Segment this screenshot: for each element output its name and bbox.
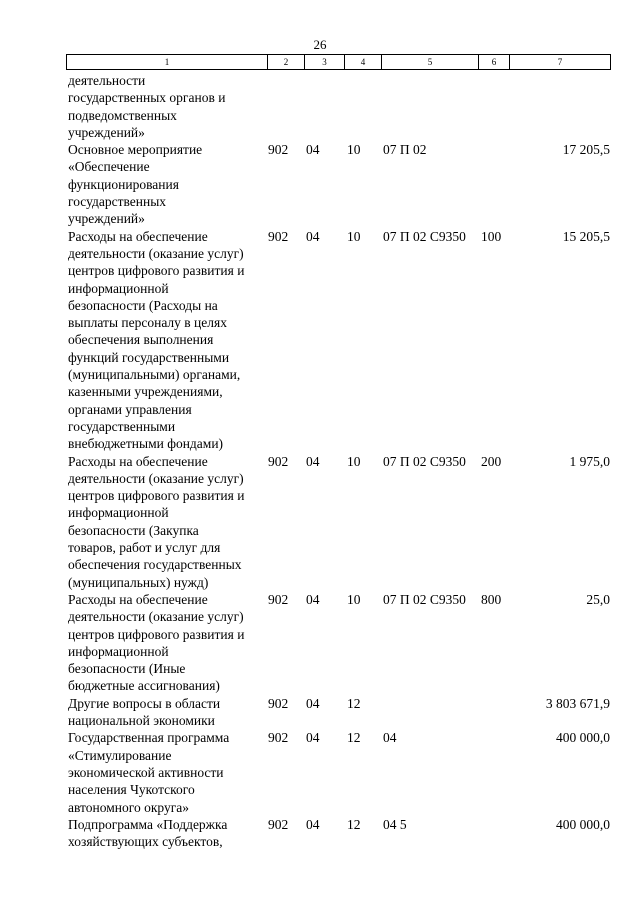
table-row	[0, 729, 640, 816]
row-name-line: Расходы на обеспечение	[68, 228, 208, 244]
column-header-4: 4	[345, 55, 382, 70]
cell-c7: 3 803 671,9	[545, 695, 610, 711]
column-header-1: 1	[67, 55, 268, 70]
table-body	[0, 72, 640, 850]
row-name-line: (муниципальными) органами,	[68, 367, 241, 383]
table-row	[0, 453, 640, 591]
cell-c5: 07 П 02	[383, 142, 427, 158]
row-name-line: Государственная программа	[68, 730, 230, 746]
cell-c2: 902	[268, 816, 289, 832]
cell-c7: 17 205,5	[562, 142, 610, 158]
row-name-line: экономической активности	[68, 764, 224, 780]
cell-c7: 15 205,5	[562, 228, 610, 244]
table-row	[0, 72, 640, 141]
row-name-line: обеспечения выполнения	[68, 332, 214, 348]
row-name-line: Основное мероприятие	[68, 142, 203, 158]
cell-c2: 902	[268, 730, 289, 746]
row-name-line: Расходы на обеспечение	[68, 591, 208, 607]
cell-c3: 04	[306, 228, 320, 244]
row-name-line: информационной	[68, 643, 169, 659]
cell-c5: 07 П 02 С9350	[383, 591, 466, 607]
row-name-line: подведомственных	[68, 107, 177, 123]
row-name-line: функционирования	[68, 176, 179, 192]
cell-c5: 04 5	[383, 816, 407, 832]
row-name	[68, 72, 268, 141]
cell-c4: 12	[347, 816, 361, 832]
cell-c5: 07 П 02 С9350	[383, 228, 466, 244]
row-name-line: центров цифрового развития и	[68, 626, 245, 642]
row-name	[68, 695, 268, 730]
row-name-line: безопасности (Закупка	[68, 522, 199, 538]
table-row	[0, 695, 640, 730]
row-name-line: Подпрограмма «Поддержка	[68, 816, 228, 832]
row-name-line: (муниципальных) нужд)	[68, 574, 209, 590]
row-name-line: населения Чукотского	[68, 782, 195, 798]
cell-c7: 400 000,0	[556, 730, 610, 746]
row-name-line: центров цифрового развития и	[68, 488, 245, 504]
row-name-line: хозяйствующих субъектов,	[68, 834, 223, 850]
cell-c2: 902	[268, 453, 289, 469]
cell-c2: 902	[268, 591, 289, 607]
cell-c7: 25,0	[586, 591, 610, 607]
cell-c5: 07 П 02 С9350	[383, 453, 466, 469]
cell-c7: 1 975,0	[569, 453, 610, 469]
row-name	[68, 141, 268, 227]
table-row	[0, 591, 640, 695]
row-name-line: учреждений»	[68, 211, 145, 227]
row-name-line: деятельности	[68, 73, 146, 88]
row-name-line: безопасности (Расходы на	[68, 297, 218, 313]
column-header-6: 6	[479, 55, 510, 70]
table-row	[0, 816, 640, 851]
cell-c4: 10	[347, 453, 361, 469]
cell-c4: 12	[347, 730, 361, 746]
cell-c3: 04	[306, 730, 320, 746]
row-name	[68, 591, 268, 695]
column-header-3: 3	[305, 55, 345, 70]
column-header-5: 5	[382, 55, 479, 70]
row-name-line: бюджетные ассигнования)	[68, 678, 220, 694]
cell-c3: 04	[306, 453, 320, 469]
row-name-line: центров цифрового развития и	[68, 263, 245, 279]
cell-c3: 04	[306, 142, 320, 158]
row-name-line: внебюджетными фондами)	[68, 436, 224, 452]
cell-c3: 04	[306, 695, 320, 711]
row-name-line: выплаты персоналу в целях	[68, 315, 227, 331]
row-name-line: информационной	[68, 280, 169, 296]
row-name-line: казенными учреждениями,	[68, 384, 223, 400]
column-header-2: 2	[268, 55, 305, 70]
row-name-line: функций государственными	[68, 349, 230, 365]
row-name-line: Другие вопросы в области	[68, 695, 221, 711]
row-name	[68, 453, 268, 591]
cell-c2: 902	[268, 142, 289, 158]
cell-c3: 04	[306, 591, 320, 607]
table-row	[0, 141, 640, 228]
row-name-line: автономного округа»	[68, 799, 189, 815]
cell-c6: 200	[481, 453, 502, 469]
row-name-line: деятельности (оказание услуг)	[68, 245, 244, 261]
cell-c4: 10	[347, 591, 361, 607]
column-header-table	[66, 54, 611, 70]
row-name-line: обеспечения государственных	[68, 557, 242, 573]
row-name-line: товаров, работ и услуг для	[68, 540, 221, 556]
cell-c3: 04	[306, 816, 320, 832]
row-name-line: деятельности (оказание услуг)	[68, 470, 244, 486]
column-header-7: 7	[510, 55, 611, 70]
cell-c4: 10	[347, 142, 361, 158]
row-name	[68, 816, 268, 851]
table-row	[0, 228, 640, 453]
row-name-line: государственных	[68, 194, 167, 210]
page-number: 26	[313, 37, 327, 52]
row-name	[68, 228, 268, 453]
cell-c4: 10	[347, 228, 361, 244]
row-name-line: органами управления	[68, 401, 192, 417]
cell-c6: 100	[481, 228, 502, 244]
row-name-line: государственными	[68, 418, 176, 434]
row-name-line: государственных органов и	[68, 90, 226, 106]
row-name-line: «Стимулирование	[68, 747, 172, 763]
row-name-line: национальной экономики	[68, 713, 215, 729]
row-name-line: информационной	[68, 505, 169, 521]
cell-c6: 800	[481, 591, 502, 607]
row-name	[68, 729, 268, 815]
row-name-line: «Обеспечение	[68, 159, 150, 175]
row-name-line: деятельности (оказание услуг)	[68, 609, 244, 625]
cell-c7: 400 000,0	[556, 816, 610, 832]
cell-c2: 902	[268, 228, 289, 244]
row-name-line: Расходы на обеспечение	[68, 453, 208, 469]
cell-c5: 04	[383, 730, 397, 746]
row-name-line: безопасности (Иные	[68, 661, 186, 677]
row-name-line: учреждений»	[68, 124, 145, 140]
cell-c4: 12	[347, 695, 361, 711]
cell-c2: 902	[268, 695, 289, 711]
